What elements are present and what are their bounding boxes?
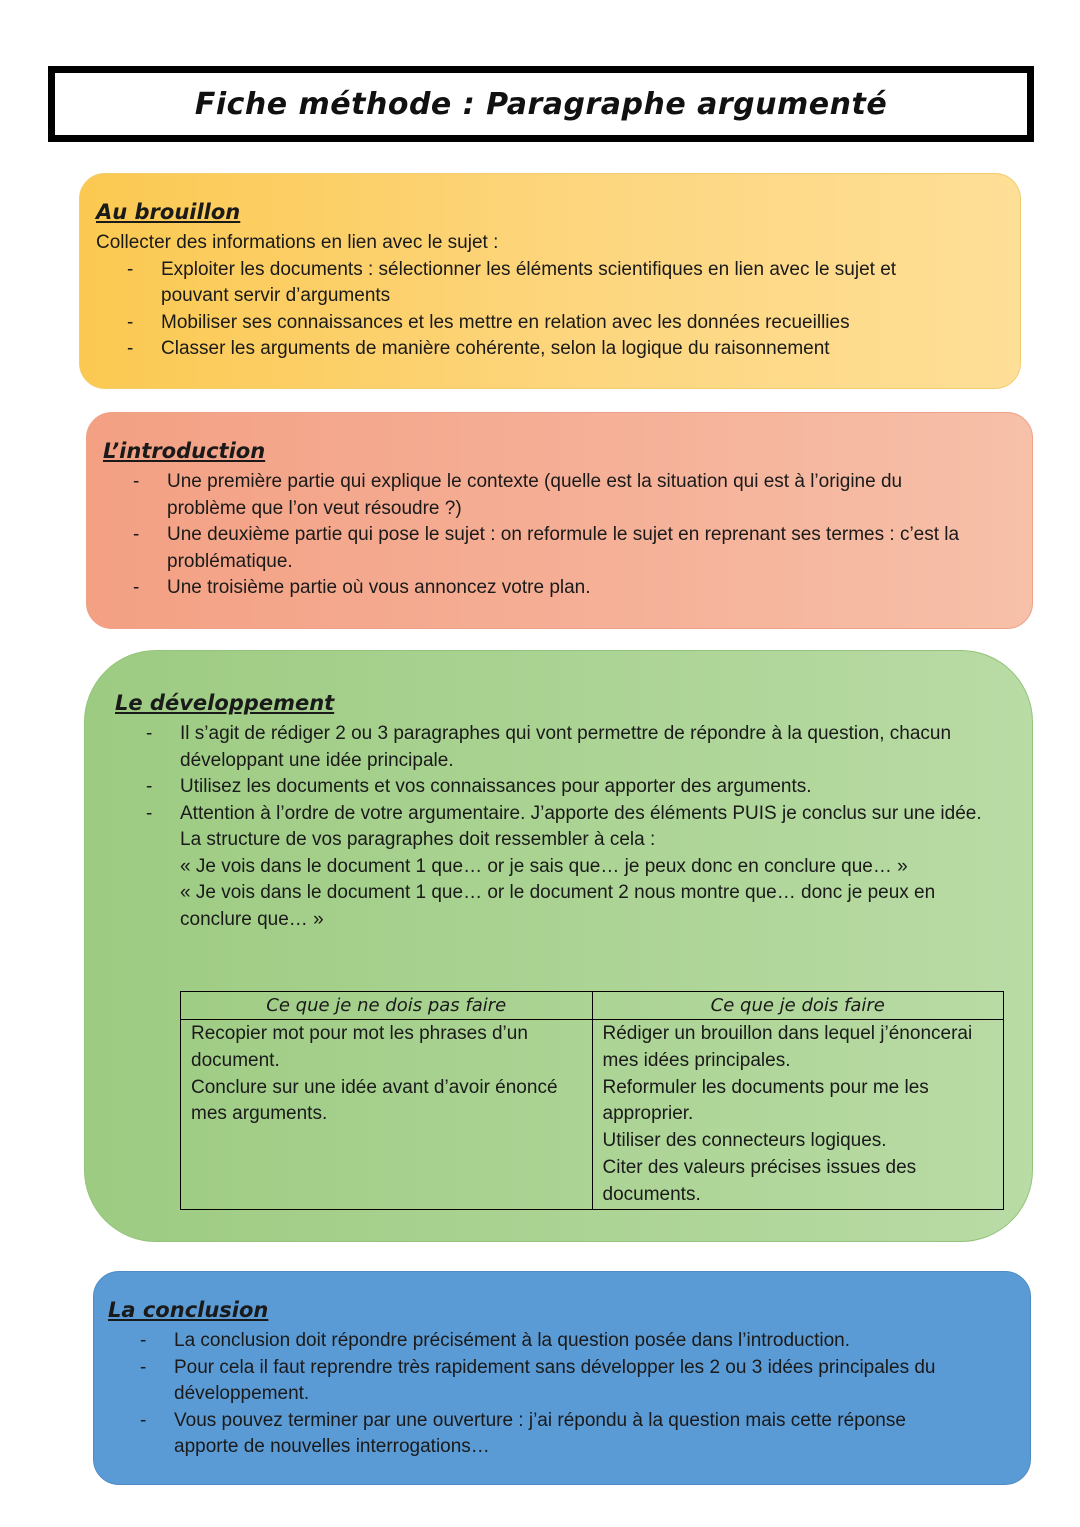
brouillon-list <box>161 257 1004 363</box>
title-box <box>48 66 1034 142</box>
do-item: Reformuler les documents pour me les approprier. <box>602 1076 929 1125</box>
list-item: - Il s’agit de rédiger 2 ou 3 paragraphes qui vont permettre de répondre à la question, chacun développant une idée principale. <box>180 721 1010 774</box>
do-column-header: Ce que je dois faire <box>592 992 1004 1020</box>
section-brouillon <box>79 173 1021 389</box>
example-sentence-1: « Je vois dans le document 1 que… or je sais que… je peux donc en conclure que… » <box>180 855 908 877</box>
section-heading-developpement: Le développement <box>115 691 335 715</box>
do-item: Rédiger un brouillon dans lequel j’énoncerai mes idées principales. <box>602 1023 973 1071</box>
section-developpement <box>84 650 1033 1242</box>
conclusion-list <box>174 1328 1014 1461</box>
section-introduction <box>86 412 1033 629</box>
do-item: Utiliser des connecteurs logiques. <box>602 1130 887 1152</box>
list-item: - Pour cela il faut reprendre très rapidement sans développer les 2 ou 3 idées principales du développement. <box>174 1355 979 1408</box>
dos-and-donts-table <box>180 991 1004 1210</box>
example-sentence-2: « Je vois dans le document 1 que… or le document 2 nous montre que… donc je peux en conclure que… » <box>180 882 936 930</box>
dont-cell <box>181 1020 593 1210</box>
developpement-list <box>180 721 1032 827</box>
dont-column-header: Ce que je ne dois pas faire <box>181 992 593 1020</box>
do-item: Citer des valeurs précises issues des documents. <box>602 1156 917 1205</box>
dont-item: Recopier mot pour mot les phrases d’un document. <box>191 1023 528 1071</box>
section-conclusion <box>93 1271 1031 1485</box>
section-heading-introduction: L’introduction <box>103 439 266 463</box>
list-item: - La conclusion doit répondre précisément à la question posée dans l’introduction. <box>174 1328 1014 1355</box>
list-item: - Une première partie qui explique le contexte (quelle est la situation qui est à l’origine du problème que l’on veut résoudre ?) <box>167 469 967 522</box>
list-item: - Attention à l’ordre de votre argumentaire. J’apporte des éléments PUIS je conclus sur une idée. <box>180 801 990 828</box>
page-title: Fiche méthode : Paragraphe argumenté <box>194 86 888 122</box>
list-item: - Exploiter les documents : sélectionner les éléments scientifiques en lien avec le sujet et pouvant servir d’arguments <box>161 257 951 310</box>
list-item: - Classer les arguments de manière cohérente, selon la logique du raisonnement <box>161 336 1004 363</box>
list-item: - Vous pouvez terminer par une ouverture : j’ai répondu à la question mais cette réponse apporte de nouvelles interrogations… <box>174 1408 964 1461</box>
list-item: - Une deuxième partie qui pose le sujet : on reformule le sujet en reprenant ses termes : c’est la problématique. <box>167 522 1017 575</box>
section-heading-brouillon: Au brouillon <box>96 200 241 224</box>
list-item: - Mobiliser ses connaissances et les mettre en relation avec les données recueillies <box>161 310 1004 337</box>
list-item: - Utilisez les documents et vos connaissances pour apporter des arguments. <box>180 774 1032 801</box>
do-cell <box>592 1020 1004 1210</box>
introduction-list <box>167 469 1016 602</box>
list-item: - Une troisième partie où vous annoncez votre plan. <box>167 575 1016 602</box>
dont-item: Conclure sur une idée avant d’avoir énoncé mes arguments. <box>191 1076 558 1125</box>
brouillon-intro: Collecter des informations en lien avec le sujet : <box>96 232 499 253</box>
structure-intro: La structure de vos paragraphes doit ressembler à cela : <box>180 829 656 850</box>
structure-block <box>180 827 1032 933</box>
section-heading-conclusion: La conclusion <box>108 1298 269 1322</box>
